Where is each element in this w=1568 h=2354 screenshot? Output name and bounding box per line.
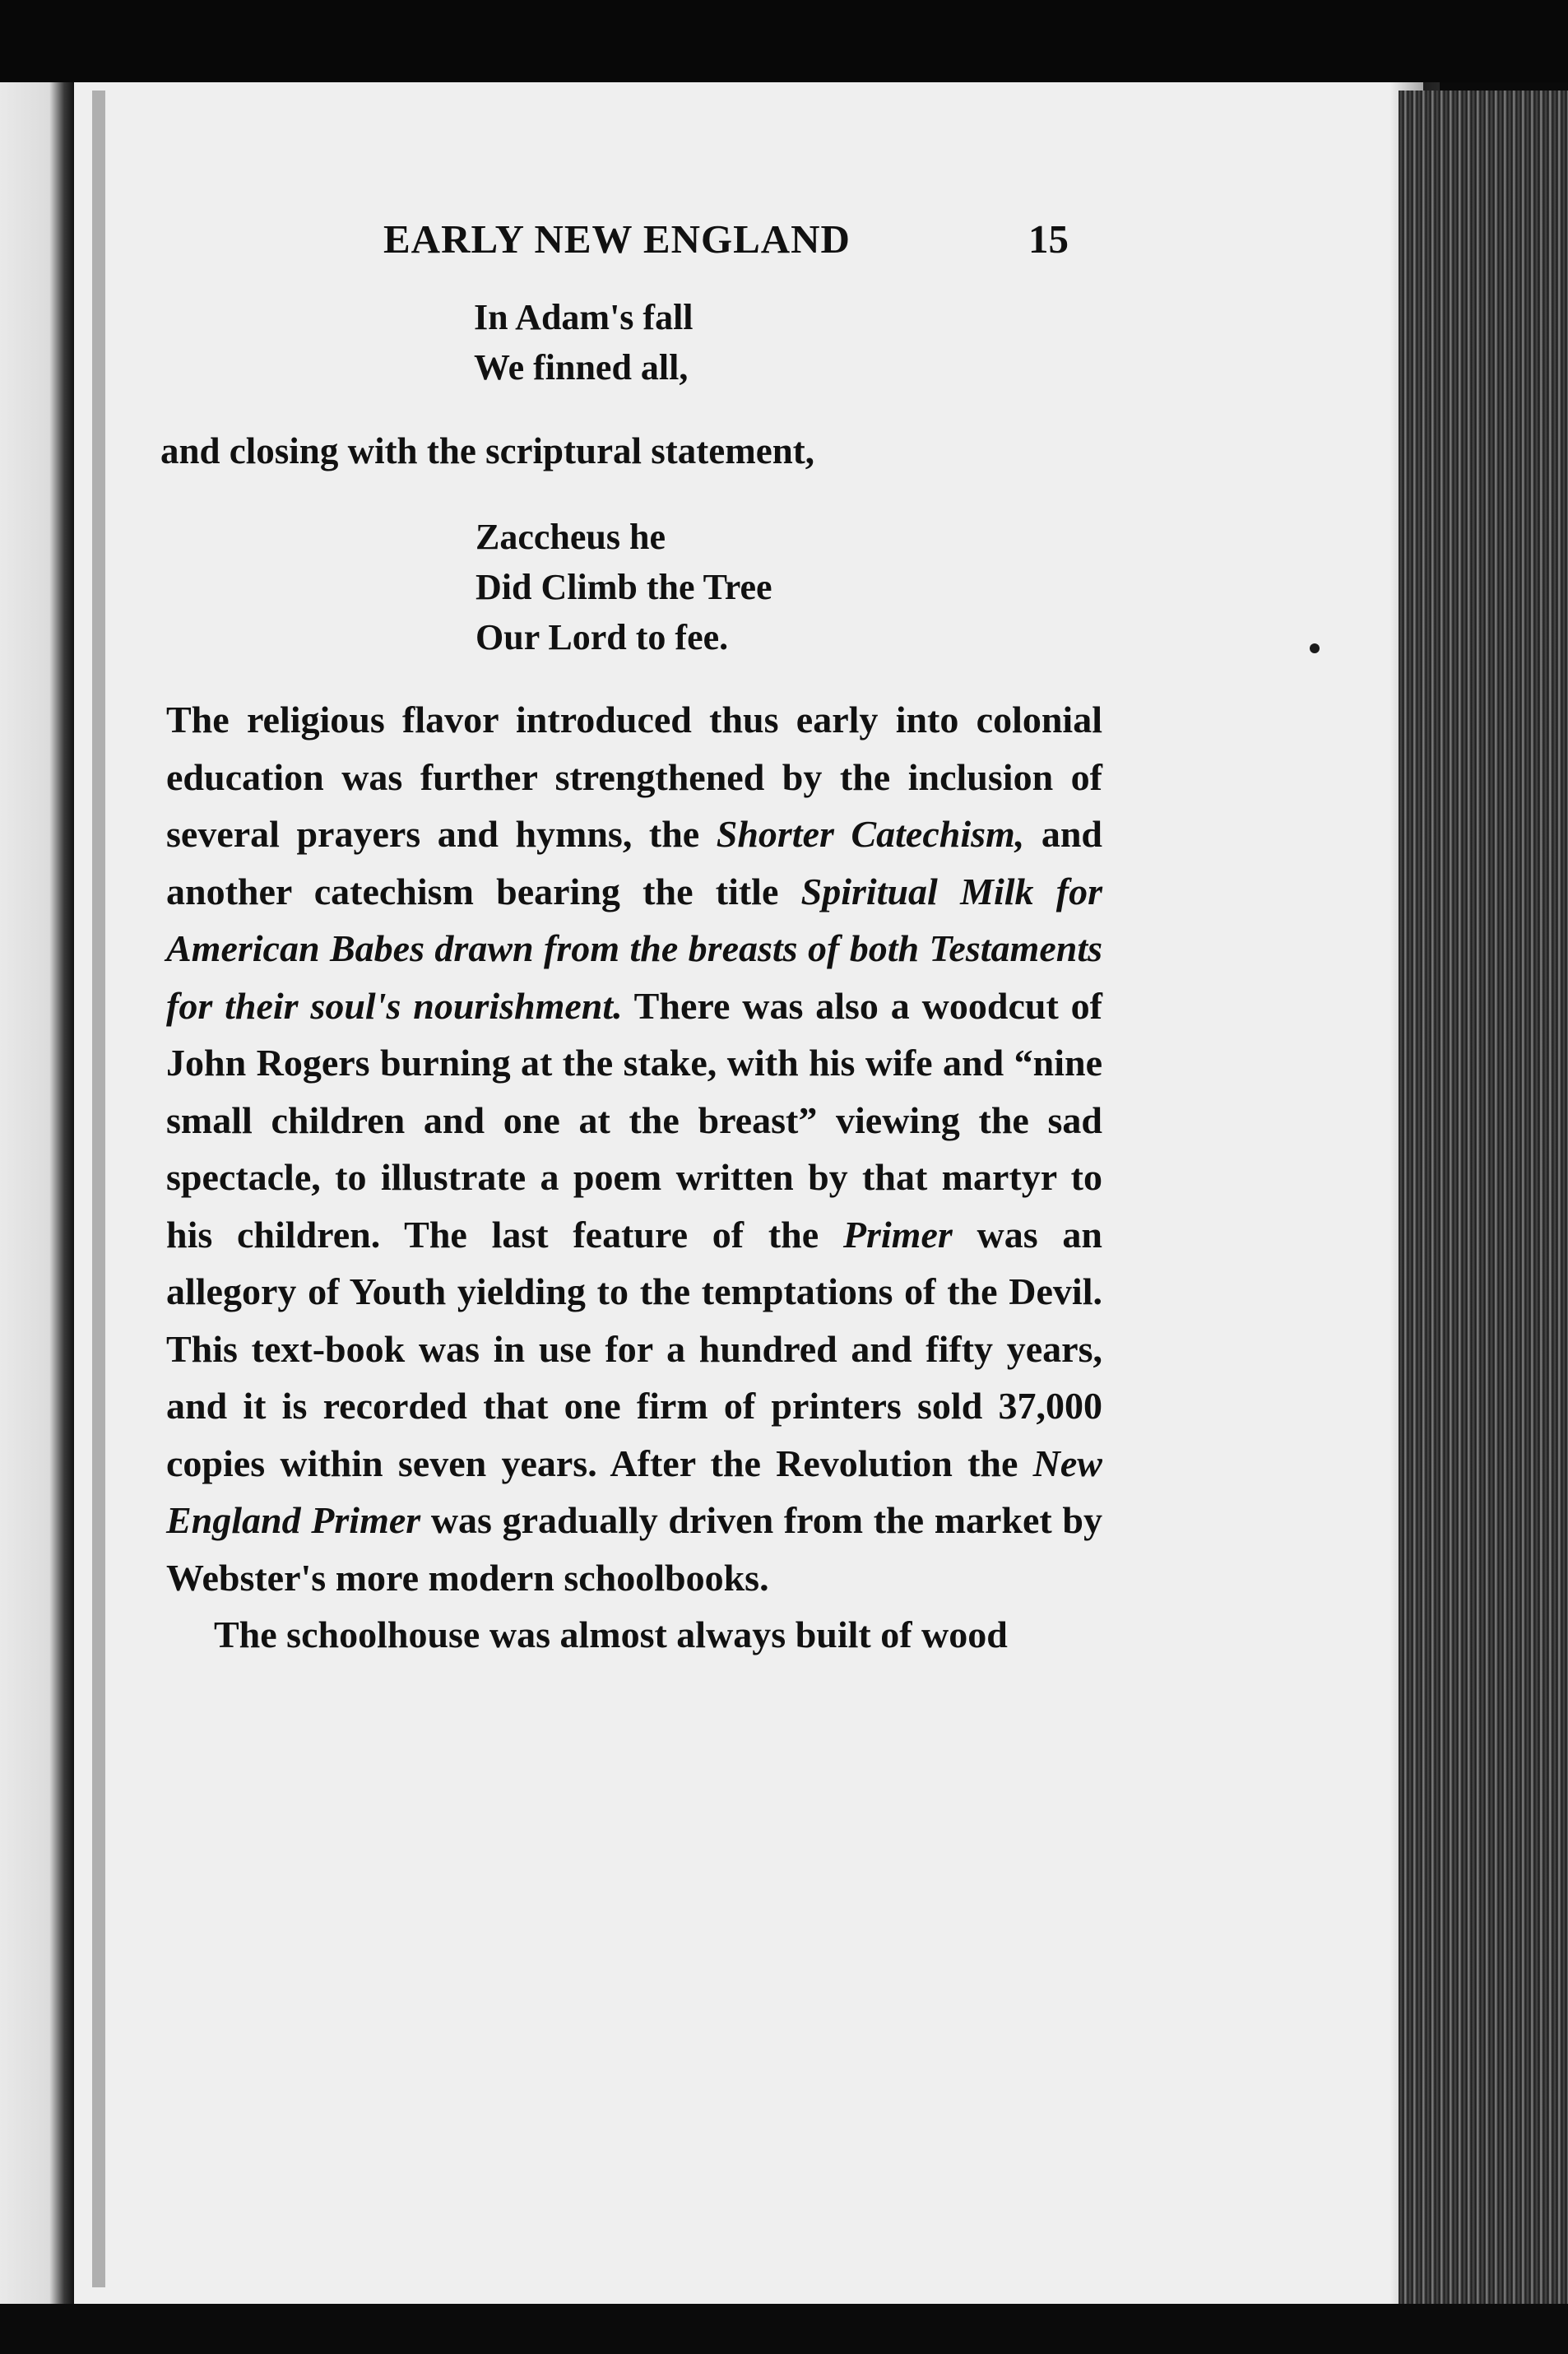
verse-line: In Adam's fall: [474, 297, 694, 337]
lead-in-line: and closing with the scriptural statement,: [160, 430, 814, 471]
left-page-edge: [0, 82, 74, 2304]
text-run: was gradually driven from the market by Webster's more modern schoolbooks.: [166, 1499, 1102, 1599]
italic-title: New England Primer: [166, 1442, 1102, 1541]
gutter-shadow: [92, 91, 105, 2287]
text-run: There was also a woodcut of John Rogers burning at the stake, with his wife and “nine small children and one at the breast” viewing the sad spectacle, to illustrate a poem written by that martyr to his children. The last feature of the: [166, 984, 1102, 1256]
verse-line: Zaccheus he: [476, 517, 666, 557]
verse-zaccheus: [476, 512, 772, 662]
verse-line: We finned all,: [474, 347, 689, 388]
italic-title: Primer: [842, 1213, 953, 1256]
paragraph: [166, 691, 1102, 1606]
running-head: EARLY NEW ENGLAND: [383, 216, 851, 262]
text-run: and another catechism bearing the title: [166, 813, 1102, 912]
italic-title: Shorter Catechism,: [716, 813, 1025, 855]
scan-top-border: [0, 0, 1568, 82]
ink-speck: [1310, 643, 1320, 653]
text-run: was an allegory of Youth yielding to the temptations of the Devil. This text-book was in use for a hundred and fifty years, and it is recorded that one firm of printers sold 37,000 copies within seven years. After the Revolution the: [166, 1213, 1102, 1484]
body-text: [166, 691, 1102, 1664]
page-fore-edge: [1399, 91, 1568, 2304]
verse-line: Did Climb the Tree: [476, 567, 772, 607]
page-number: 15: [1028, 216, 1069, 262]
verse-line: Our Lord to fee.: [476, 617, 729, 657]
scan-bottom-border: [0, 2304, 1568, 2354]
paragraph: The schoolhouse was almost always built of wood: [214, 1613, 1008, 1655]
text-run: The religious flavor introduced thus early into colonial education was further strengthened by the inclusion of several prayers and hymns, the: [166, 699, 1102, 855]
verse-adam: [474, 292, 694, 392]
italic-title: Spiritual Milk for American Babes drawn from the breasts of both Testaments for their soul's nourishment.: [166, 870, 1102, 1027]
